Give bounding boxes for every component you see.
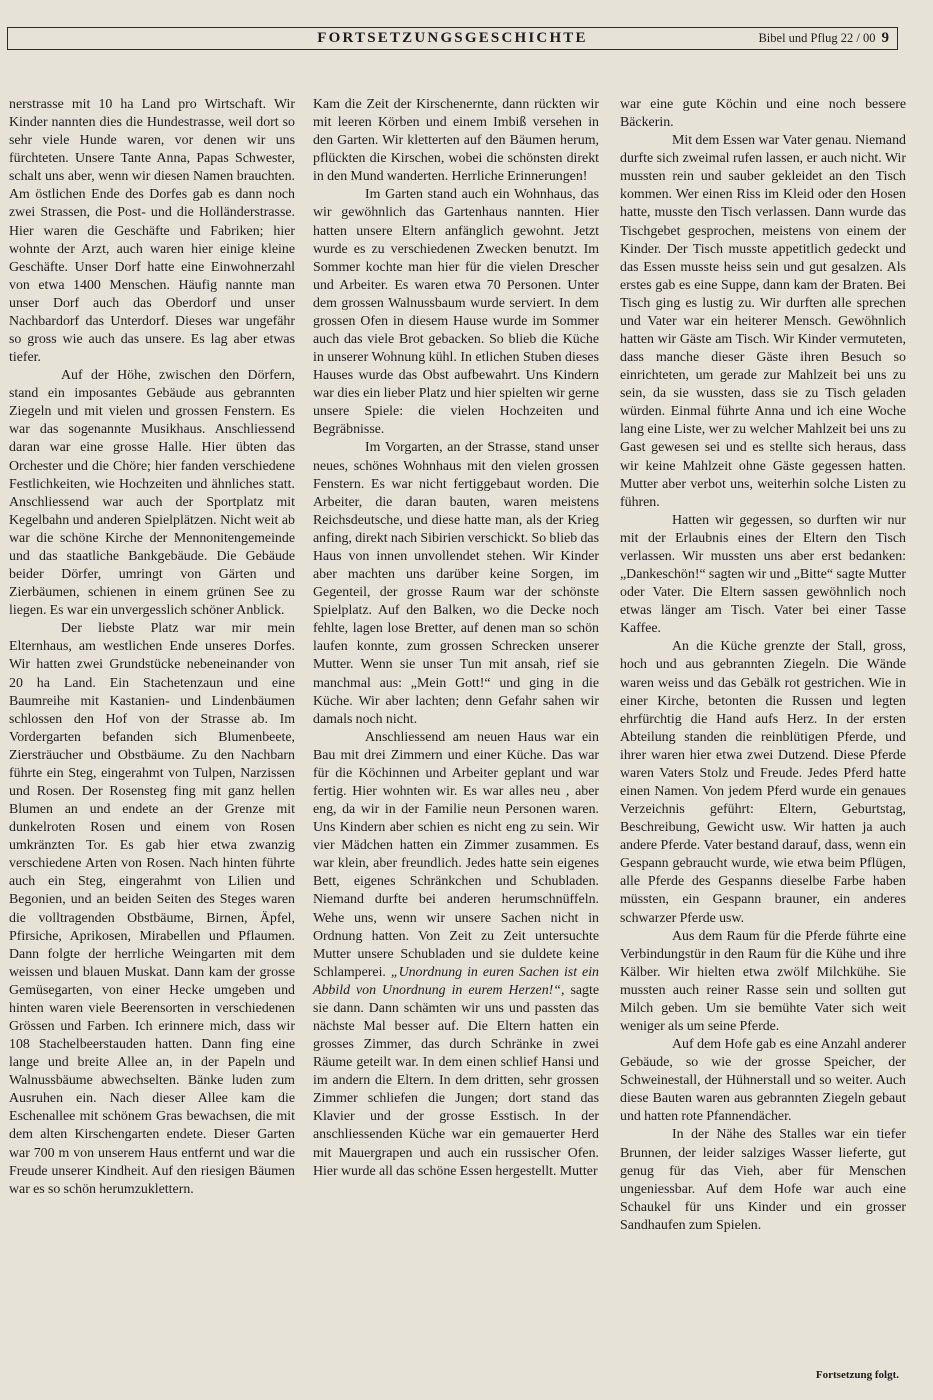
continued-note: Fortsetzung folgt. xyxy=(815,1369,899,1381)
issue-info xyxy=(758,30,889,47)
paragraph: nerstrasse mit 10 ha Land pro Wirtschaft. Wir Kinder nannten dies die Hundestrasse, weil dort so sehr viele Hunde waren, vor denen wir uns fürchteten. Unsere Tante Anna, Papas Schwester, schalt uns aber, wenn wir diesen Namen brauchten. Am östlichen Ende des Dorfes gab es dann noch zwei Strassen, die Post- und die Holländerstrasse. Hier waren die Geschäfte und Fabriken; hier wohnte der Arzt, auch waren hier einige kleine Geschäfte. Unser Dorf hatte eine Einwohnerzahl von etwa 1400 Menschen. Häufig nannte man unser Dorf auch das Oberdorf und unser Nachbardorf das Unterdorf. Dieses war ungefähr so gross wie auch das unsere. Es lag aber etwas tiefer. xyxy=(9,97,295,366)
paragraph: Aus dem Raum für die Pferde führte eine Verbindungstür in den Raum für die Kühe und ihre Kälber. Wir hielten etwa zwölf Milchkühe. Sie mussten auch reiner Rasse sein und sollten gut Milch geben. Um sie bemühte Vater sich weit weniger als um seine Pferde. xyxy=(620,928,906,1034)
section-title: FORTSETZUNGSGESCHICHTE xyxy=(317,30,588,46)
paragraph: Mit dem Essen war Vater genau. Niemand durfte sich zweimal rufen lassen, er auch nicht. Wir mussten rein und sauber gekleidet an den Tisch kommen. Wer einen Riss im Kleid oder den Hosen hatte, musste den Tisch verlassen. Dann wurde das Tischgebet gesprochen, meistens von einem der Kinder. Der Tisch musste appetitlich gedeckt und das Essen musste heiss sein und gut gesalzen. Als erstes gab es eine Suppe, dann kam der Braten. Bei Tisch ging es lustig zu. Wir durften alle sprechen und Vater war ein heiterer Mensch. Gewöhnlich hatten wir Gäste am Tisch. Wir Kinder vermuteten, dass manche dieser Gäste ihren Besuch so einrichteten, um gerade zur Mahlzeit bei uns zu sein, da sie wussten, dass sie zu Tisch geladen würden. Einmal führte Anna und ich eine Woche lang eine Liste, wer zu welcher Mahlzeit bei uns zu Gast gewesen sei und es stellte sich heraus, dass wir keine Mahlzeit ohne Gäste gegessen hatten. Mutter aber verbot uns, weiterhin solche Listen zu führen. xyxy=(620,133,906,510)
paragraph: war eine gute Köchin und eine noch bessere Bäckerin. xyxy=(620,97,906,131)
mother-quote: „Unordnung in euren Sachen ist ein Abbild von Unordnung in eurem Herzen!“ xyxy=(313,964,599,998)
paragraph: Der liebste Platz war mir mein Elternhaus, am westlichen Ende unseres Dorfes. Wir hatten zwei Grundstücke nebeneinander von 20 ha Land. Ein Stachetenzaun und eine Baumreihe mit Kastanien- und Lindenbäumen schlossen den Hof von der Strasse ab. Im Vordergarten befanden sich Blumenbeete, Ziersträucher und Obstbäume. Zu den Nachbarn führte ein Steg, eingerahmt von Tulpen, Narzissen und Rosen. Der Rosensteg fing mit ganz hellen Blumen an und endete an der Grenze mit dunkelroten Rosen und einem von Rosen umkränzten Tor. Es gab hier etwa zwanzig verschiedene Arten von Rosen. Nach hinten führte auch ein Steg, eingerahmt von Lilien und Begonien, und an beiden Seiten des Steges waren die volltragenden Obstbäume, Birnen, Äpfel, Pfirsiche, Aprikosen, Mirabellen und Pflaumen. Dann folgte der herrliche Weingarten mit dem weissen und blauen Muskat. Dann kam der grosse Gemüsegarten, von einer Hecke umgeben und hinten waren viele Beerensorten in verschiedenen Grössen und Farben. Ich erinnere mich, dass wir 108 Stachelbeerstauden hatten. Dann fing eine lange und breite Allee an, in der Papeln und Walnussbäume abwechselten. Bänke luden zum Ausruhen ein. Nach dieser Allee kam die Eschenallee mit schönem Gras bewachsen, die mit dem alten Kirschengarten endete. Dieser Garten war 700 m von unserem Haus entfernt und war die Freude unserer Kindheit. Auf den riesigen Bäumen war es so schön herumzuklettern. xyxy=(9,621,295,1197)
paragraph xyxy=(313,729,599,1181)
paragraph-text: , sagte sie dann. Dann schämten wir uns und passten das nächste Mal besser auf. Die Eltern hatten ein grosses Zimmer, das durch Schränke in zwei Räume geteilt war. In dem einen schlief Hansi und im andern die Eltern. In dem dritten, sehr grossen Zimmer schliefen die Jungen; dort stand das Klavier und der grosse Esstisch. In der anschliessenden Küche war ein gemauerter Herd mit Mauergrapen und auch ein russischer Ofen. Hier wurde all das schöne Essen hergestellt. Mutter xyxy=(313,982,599,1179)
section-header xyxy=(7,27,898,50)
paragraph: Kam die Zeit der Kirschenernte, dann rückten wir mit leeren Körben und einem Imbiß versehen in den Garten. Wir kletterten auf den Bäumen herum, pflückten die Kirschen, wobei die schönsten direkt in den Mund wanderten. Herrliche Erinnerungen! xyxy=(313,97,599,185)
article-column-1 xyxy=(9,96,295,1199)
paragraph: Hatten wir gegessen, so durften wir nur mit der Erlaubnis eines der Eltern den Tisch verlassen. Wir mussten uns aber erst bedanken: „Dankeschön!“ sagten wir und „Bitte“ sagte Mutter oder Vater. Die Eltern sassen gewöhnlich noch etwas länger am Tisch. Vater bei einer Tasse Kaffee. xyxy=(620,512,906,637)
article-column-3 xyxy=(620,96,906,1235)
paragraph: Im Garten stand auch ein Wohnhaus, das wir gewöhnlich das Gartenhaus nannten. Hier hatten unsere Eltern anfänglich gewohnt. Jetzt wurde es zu verschiedenen Zwecken benutzt. Im Sommer kochte man hier für die vielen Drescher und Arbeiter. Es waren etwa 70 Personen. Unter dem grossen Walnussbaum wurde serviert. In dem grossen Ofen in diesem Hause wurde im Sommer auch das viele Brot gebacken. So blieb die Küche in unserer Wohnung kühl. In etlichen Stuben dieses Hauses wurde das Obst aufbewahrt. Uns Kindern war dies ein lieber Platz und hier spielten wir gerne unsere Spiele: die vielen Hochzeiten und Begräbnisse. xyxy=(313,187,599,438)
paragraph-text: Anschliessend am neuen Haus war ein Bau mit drei Zimmern und einer Küche. Das war für die Köchinnen und Arbeiter geplant und war fertig. Hier wohnten wir. Es war alles neu , aber eng, da wir in der Familie neun Personen waren. Uns Kindern aber schien es nicht eng zu sein. Wir vier Mädchen hatten ein Zimmer zusammen. Es war klein, aber freundlich. Jedes hatte sein eigenes Bett, eigenes Schränkchen und Schubladen. Niemand durfte bei anderen herumschnüffeln. Wehe uns, wenn wir unsere Sachen nicht in Ordnung hatten. Von Zeit zu Zeit untersuchte Mutter unsere Schubladen und sie duldete keine Schlamperei. xyxy=(313,729,599,980)
magazine-issue: Bibel und Pflug 22 / 00 xyxy=(758,31,876,45)
article-column-2 xyxy=(313,96,599,1181)
paragraph: Im Vorgarten, an der Strasse, stand unser neues, schönes Wohnhaus mit den vielen grossen Fenstern. Es war nicht fertiggebaut worden. Die Arbeiter, die daran bauten, waren meistens Reichsdeutsche, und diese hatte man, als der Krieg anfing, direkt nach Sibirien verschickt. So blieb das Haus von innen unvollendet stehen. Wir Kinder aber machten uns darüber keine Sorgen, im Gegenteil, der grosse Raum war der schönste Spielplatz. Auf den Balken, wo die Decke noch fehlte, lagen lose Bretter, auf denen man so schön laufen konnte, zum grossen Schrecken unserer Mutter. Wenn sie unser Tun mit ansah, rief sie manchmal aus: „Mein Gott!“ und ging in die Küche. Wir aber lachten; denn Gefahr sahen wir damals noch nicht. xyxy=(313,440,599,727)
paragraph: An die Küche grenzte der Stall, gross, hoch und aus gebrannten Ziegeln. Die Wände waren weiss und das Gebälk rot gestrichen. Wie in einer Kirche, betonten die Russen und legten ehrfürchtig die Hand aufs Herz. In der ersten Abteilung standen die reinblütigen Pferde, und ihrer waren hier etwa zwei Dutzend. Diese Pferde waren Vaters Stolz und Freude. Jedes Pferd hatte einen Namen. Von jedem Pferd wurde ein genaues Verzeichnis geführt: Eltern, Geburtstag, Beschreibung, Gewicht usw. Wir hatten ja auch andere Pferde. Vater bestand darauf, dass, wenn ein Gespann gebraucht wurde, wie etwa beim Pflügen, alle Pferde des Gespanns dieselbe Farbe haben müssten, ein Gespann brauner, ein anderes schwarzer Pferde usw. xyxy=(620,639,906,926)
paragraph: In der Nähe des Stalles war ein tiefer Brunnen, der leider salziges Wasser lieferte, gut genug für das Vieh, aber für Menschen ungeniessbar. Auf dem Hofe war auch eine Schaukel für uns Kinder und ein grosser Sandhaufen zum Spielen. xyxy=(620,1127,906,1233)
page-number: 9 xyxy=(881,30,889,46)
paragraph: Auf der Höhe, zwischen den Dörfern, stand ein imposantes Gebäude aus gebrannten Ziegeln und mit vielen und grossen Fenstern. Es war das sogenannte Musikhaus. Anschliessend daran war eine grosse Halle. Hier übten das Orchester und die Chöre; hier fanden verschiedene Festlichkeiten, wie Hochzeiten und ähnliches statt. Anschliessend war auch der Sportplatz mit Kegelbahn und anderen Spielplätzen. Nicht weit ab war die schöne Kirche der Mennonitengemeinde und das staatliche Bankgebäude. Die Gebäude beider Dörfer, umringt von Gärten und Zierbäumen, schienen in einem grünen See zu liegen. Es war ein unvergesslich schöner Anblick. xyxy=(9,368,295,619)
paragraph: Auf dem Hofe gab es eine Anzahl anderer Gebäude, so wie der grosse Speicher, der Schweinestall, der Hühnerstall und so weiter. Auch diese Bauten waren aus gebrannten Ziegeln gebaut und hatten rote Pfannendächer. xyxy=(620,1037,906,1125)
